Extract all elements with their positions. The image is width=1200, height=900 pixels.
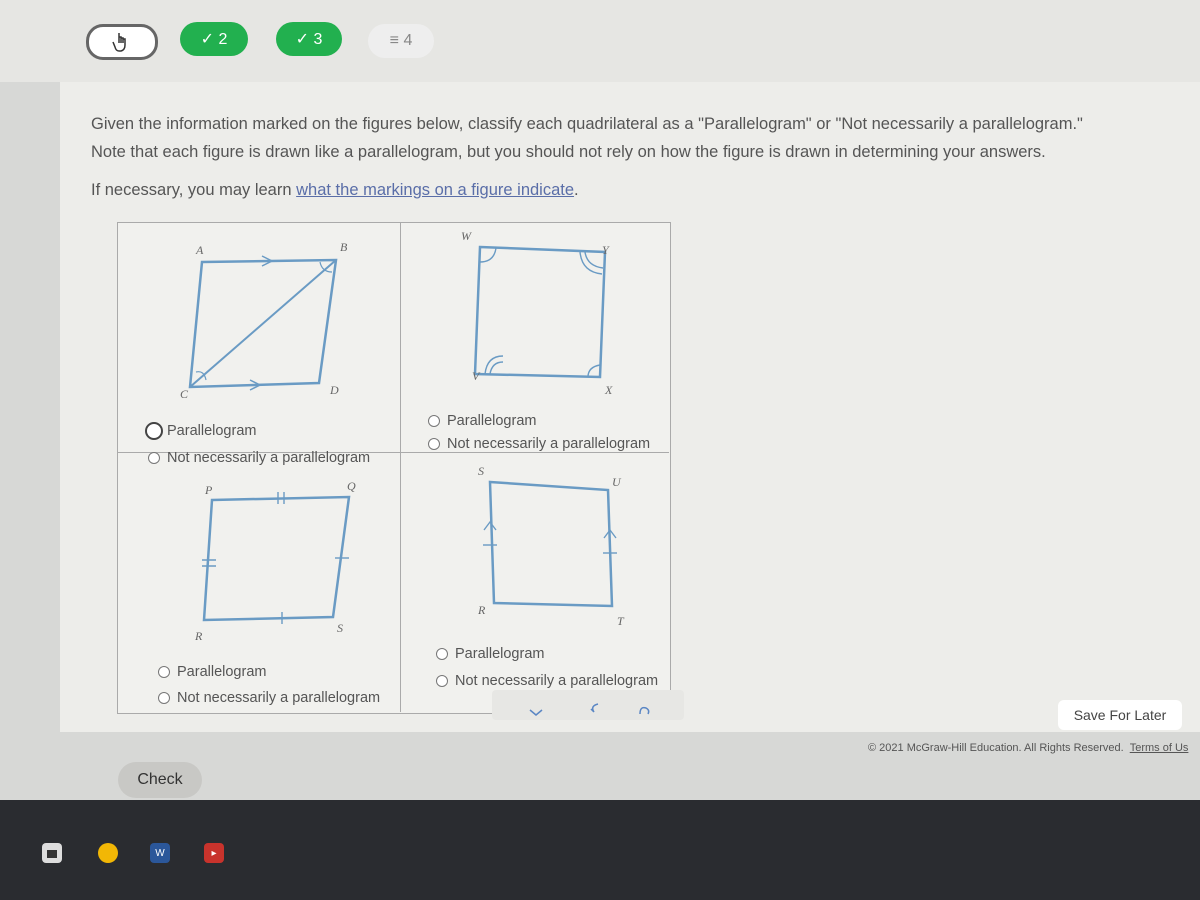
redo-icon	[640, 708, 649, 714]
check-button[interactable]: Check	[118, 762, 202, 798]
figure-4-label-r: R	[478, 603, 486, 617]
figure-2-label-y: Y	[602, 243, 609, 257]
chevron-down-icon	[530, 710, 542, 715]
answer-toolstrip	[492, 690, 684, 720]
option-label: Not necessarily a parallelogram	[455, 673, 659, 689]
radio-circle[interactable]	[158, 692, 170, 704]
figure-4-label-u: U	[612, 475, 621, 489]
word-icon[interactable]: W	[150, 843, 170, 863]
store-icon[interactable]	[42, 843, 62, 863]
toolstrip-icons	[492, 690, 684, 720]
radio-circle[interactable]	[145, 422, 163, 440]
figure-4-option-parallelogram[interactable]	[436, 646, 544, 662]
figure-1-label-c: C	[180, 387, 189, 401]
figure-3-label-s: S	[337, 621, 343, 635]
question-4-button[interactable]: ≡ 4	[368, 24, 434, 58]
radio-circle[interactable]	[436, 648, 448, 660]
figure-3-label-r: R	[195, 629, 203, 643]
radio-circle[interactable]	[148, 452, 160, 464]
figure-4-quadrilateral	[483, 482, 617, 606]
question-3-button[interactable]: ✓ 3	[276, 22, 342, 56]
option-label: Not necessarily a parallelogram	[177, 690, 381, 706]
figure-2-label-w: W	[461, 229, 471, 243]
figure-4-label-t: T	[617, 614, 624, 628]
chrome-icon[interactable]	[98, 843, 118, 863]
figure-2-label-v: V	[472, 369, 480, 383]
figure-3-option-not-necessarily[interactable]	[158, 690, 380, 706]
figure-3-quadrilateral	[202, 492, 349, 624]
option-label: Not necessarily a parallelogram	[447, 436, 651, 452]
figure-1-label-d: D	[330, 383, 339, 397]
option-label: Parallelogram	[167, 423, 257, 439]
figure-2-option-not-necessarily[interactable]	[428, 436, 650, 452]
terms-link[interactable]: Terms of Us	[1129, 742, 1189, 754]
media-icon[interactable]: ▸	[204, 843, 224, 863]
copyright-text: © 2021 McGraw-Hill Education. All Rights Reserved.	[868, 742, 1124, 754]
bag-icon	[46, 847, 58, 859]
figure-1-label-a: A	[196, 243, 204, 257]
figure-3-label-q: Q	[347, 479, 356, 493]
figure-3-label-p: P	[205, 483, 213, 497]
figure-1-option-not-necessarily[interactable]	[148, 450, 370, 466]
radio-circle[interactable]	[158, 666, 170, 678]
option-label: Parallelogram	[177, 664, 267, 680]
figure-1-label-b: B	[340, 240, 348, 254]
figure-4-label-s: S	[478, 464, 484, 478]
figure-3-option-parallelogram[interactable]	[158, 664, 266, 680]
figure-1-quadrilateral	[190, 256, 336, 390]
figure-4-option-not-necessarily[interactable]	[436, 673, 658, 689]
question-2-button[interactable]: ✓ 2	[180, 22, 248, 56]
figure-1-option-parallelogram[interactable]	[145, 422, 256, 440]
markings-help-link[interactable]: what the markings on a figure indicate	[296, 181, 575, 199]
taskbar	[0, 800, 1200, 900]
radio-circle[interactable]	[428, 415, 440, 427]
undo-icon	[591, 704, 598, 712]
figure-2-quadrilateral	[475, 247, 605, 377]
radio-circle[interactable]	[428, 438, 440, 450]
option-label: Parallelogram	[455, 646, 545, 662]
figure-2-option-parallelogram[interactable]	[428, 413, 536, 429]
save-for-later-button[interactable]: Save For Later	[1058, 700, 1182, 730]
footer	[868, 742, 1188, 754]
radio-circle[interactable]	[436, 675, 448, 687]
prompt-line-2: Note that each figure is drawn like a parallelogram, but you should not rely on how the figure is drawn in determining your answers.	[91, 143, 1046, 161]
prompt-line-1: Given the information marked on the figures below, classify each quadrilateral as a "Parallelogram" or "Not necessarily a parallelogram."	[91, 115, 1083, 133]
prompt-line-3-suffix: .	[574, 181, 579, 199]
figure-2-label-x: X	[605, 383, 613, 397]
option-label: Not necessarily a parallelogram	[167, 450, 371, 466]
prompt-line-3-prefix: If necessary, you may learn	[91, 181, 297, 199]
option-label: Parallelogram	[447, 413, 537, 429]
